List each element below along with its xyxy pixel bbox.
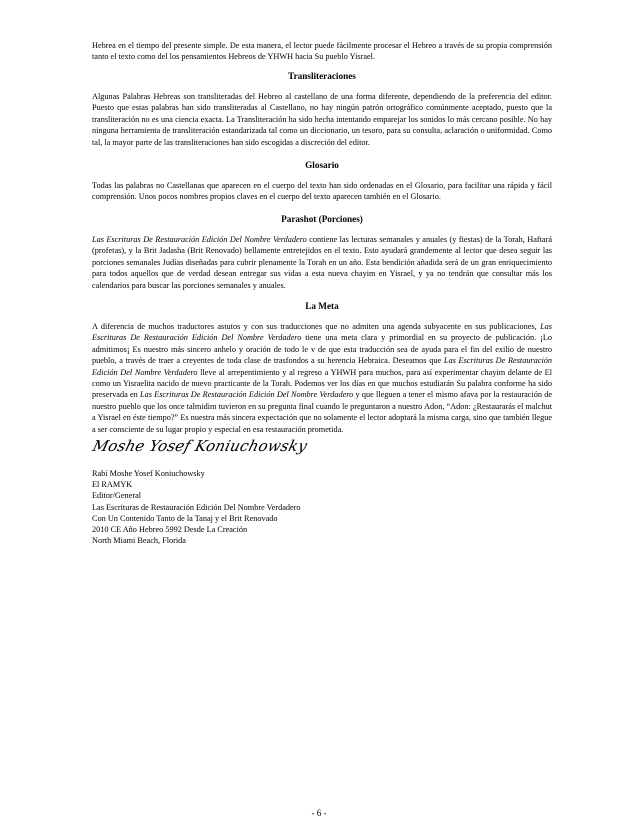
section-la-meta — [92, 300, 552, 435]
intro-paragraph: Hebrea en el tiempo del presente simple. De esta manera, el lector puede fácilmente procesar el Hebreo a través de su propia comprensión tanto el texto como del los pensamientos Hebreos de YHWH hacia Su pueblo Yisrael. — [92, 41, 552, 62]
heading-transliteraciones: Transliteraciones — [288, 71, 356, 81]
section-transliteraciones — [92, 70, 552, 148]
page-number: - 6 - — [311, 808, 327, 818]
section-parashot — [92, 213, 552, 291]
location-line: North Miami Beach, Florida — [92, 536, 186, 546]
book-title-italic-3: Las Escrituras De Restauración Edición Del Nombre Verdadero — [140, 390, 354, 400]
signer-role: Editor/General — [92, 491, 142, 501]
handwritten-signature: Moshe Yosef Koniuchowsky — [90, 437, 310, 455]
book-title-italic-1: Las Escrituras De Restauración Edición Del Nombre Verdadero — [92, 322, 552, 343]
heading-glosario: Glosario — [305, 160, 339, 170]
parashot-text: contiene las lecturas semanales y anuales (y fiestas) de la Torah, Haftará (profetas), y la Brit Jadasha (Brit Renovado) bellamente entretejidos en el texto. Esto ayudará grandemente al lector que desea seguir las porciones semanales Judías diseñadas para cubrir plenamente la Torah en un año. Esta bendición añadida será de un gran enriquecimiento para todos aquellos que de verdad desean entregar sus vidas a esta nueva chayim en Yisrael, y ya no tendrán que consultar más los calendarios para buscar las porciones semanales y anuales. — [92, 235, 552, 290]
date-line: 2010 CE Año Hebreo 5992 Desde La Creación — [92, 525, 248, 535]
signer-name: Rabí Moshe Yosef Koniuchowsky — [92, 469, 205, 478]
meta-text-4: y que lleguen a tener el mismo afava por la restauración de nuestro pueblo que los once talmidim tuvieron en su pregunta final cuando le preguntaron a nuestro Adon, “Adon: ¿Restaurarás el malchut a Yisrael en éste tiempo?” Es nuestra más sincera expectación que no solamente el lector adoptará la misma carga, sino que también llegue a ser consciente de su lugar propio y especial en esa restauración prometida. — [92, 390, 553, 434]
paragraph-transliteraciones: Algunas Palabras Hebreas son transliteradas del Hebreo al castellano de una forma diferente, dependiendo de la preferencia del editor. Puesto que estas palabras han sido transliteradas al Castellano, no hay ningún patrón ortográfico comúnmente aceptado, puesto que la transliteración no es una ciencia exacta. La Transliteración ha sido hecha intentando emparejar los sonidos lo más cercano posible. No hay ninguna herramienta de transliteración estandarizada tal como un diccionario, un tesoro, para su consulta, aclaración o uniformidad. Como tal, la mayor parte de las transliteraciones han sido escogidas a discreción del editor. — [92, 92, 552, 147]
paragraph-la-meta — [92, 321, 552, 435]
heading-la-meta: La Meta — [305, 301, 339, 311]
book-title-line: Las Escrituras de Restauración Edición Del Nombre Verdadero — [92, 502, 301, 512]
signature-block — [92, 468, 512, 546]
signer-alias: El RAMYK — [92, 480, 133, 490]
meta-text-2: tiene una meta clara y primordial en su proyecto de publicación. ¡Lo admitimos¡ Es nuestro más sincero anhelo y oración de todo le v de que esta traducción sea de ayuda para el fin del exilio de nuestro pueblo, a través de traer a creyentes de toda clase de trasfondos a su herencia Hebraica. Deseamos que — [92, 333, 552, 366]
meta-text-3: lleve al arrepentimiento y al regreso a YHWH para muchos, para así experimentar chayim delante de El como un Yisraelita nacido de nuevo practicante de la Torah. Podemos ver los días en que muchos estudiarán Su palabra conforme ha sido preservada en — [92, 367, 553, 400]
book-title-italic-2: Las Escrituras De Restauración Edición Del Nombre Verdadero — [92, 356, 552, 377]
book-title-italic: Las Escrituras De Restauración Edición Del Nombre Verdadero — [92, 235, 307, 244]
book-contents-line: Con Un Contenido Tanto de la Tanaj y el Brit Renovado — [92, 513, 278, 523]
meta-text-1: A diferencia de muchos traductores astutos y con sus traducciones que no admiten una agenda subyacente en sus publicaciones, — [92, 322, 541, 331]
heading-parashot: Parashot (Porciones) — [281, 214, 363, 224]
section-glosario — [92, 159, 552, 203]
paragraph-parashot — [92, 234, 552, 291]
intro-block — [92, 40, 552, 63]
paragraph-glosario: Todas las palabras no Castellanas que aparecen en el cuerpo del texto han sido ordenadas en el Glosario, para facilitar una rápida y fácil comprensión. Unos pocos nombres propios claves en el cuerpo del texto aparecen también en el Glosario. — [92, 181, 552, 202]
